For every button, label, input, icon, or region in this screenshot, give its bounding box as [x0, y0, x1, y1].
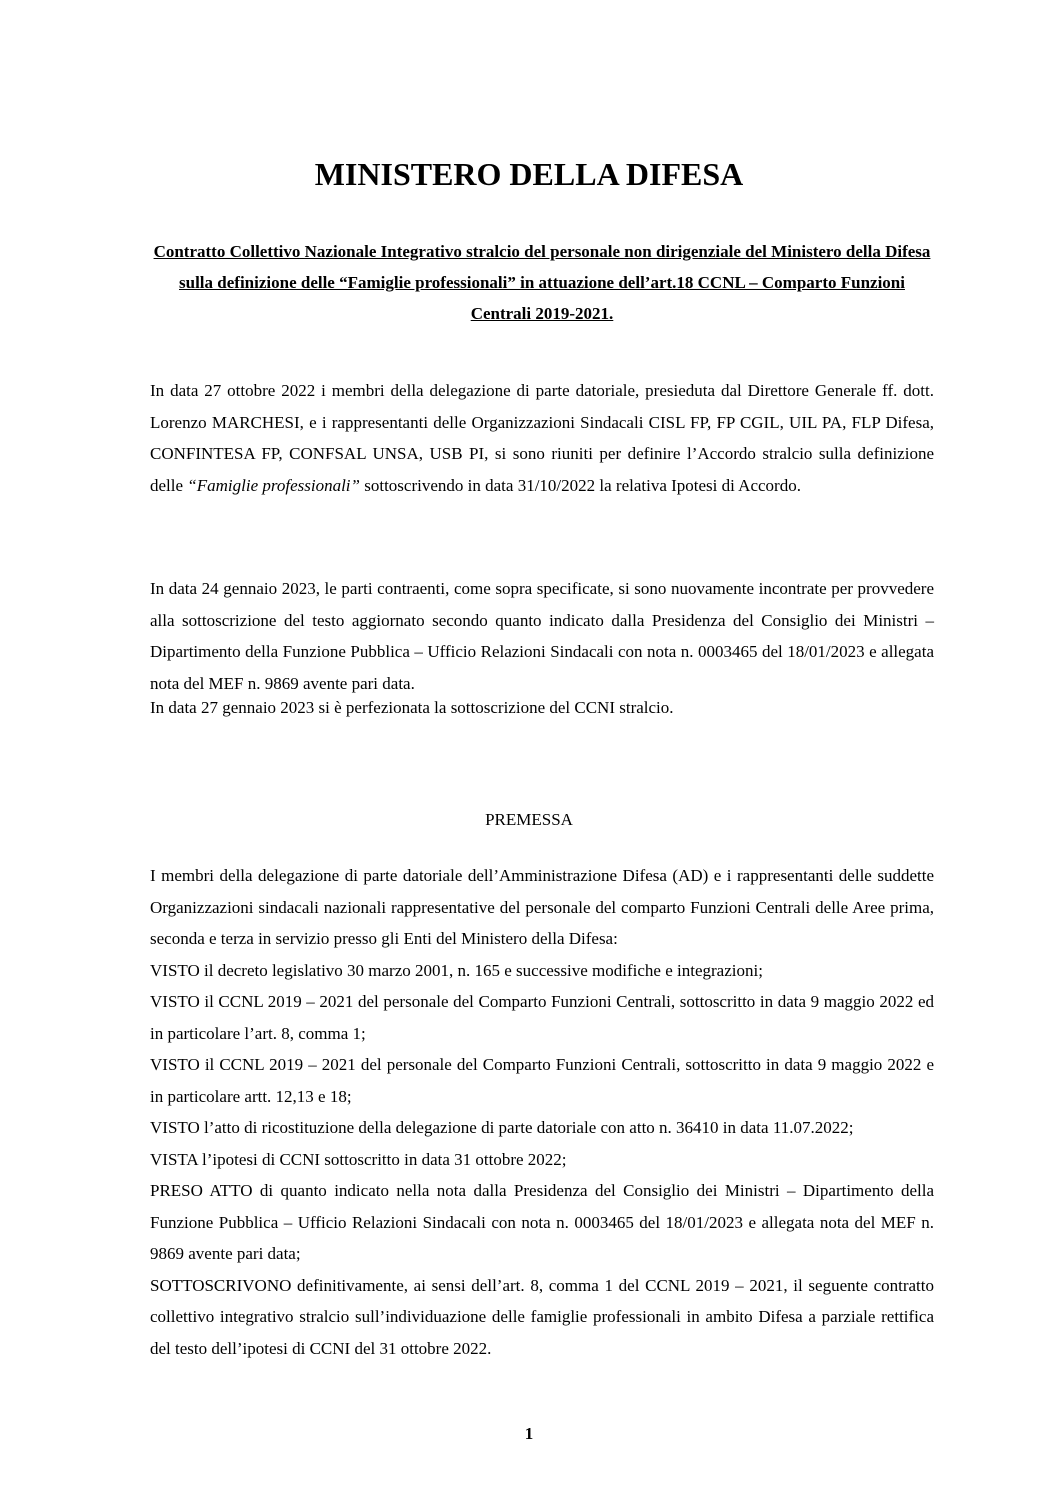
premessa-line: I membri della delegazione di parte datoriale dell’Amministrazione Difesa (AD) e i rappresentanti delle suddette Organizzazioni sindacali nazionali rappresentative del personale del comparto Funzioni Centrali delle Aree prima, seconda e terza in servizio presso gli Enti del Ministero della Difesa: — [150, 866, 934, 948]
intro-paragraph-1-text-a: In data 27 ottobre 2022 i membri della delegazione di parte datoriale, presieduta dal Direttore Generale ff. dott. Lorenzo MARCHESI, e i rappresentanti delle Organizzazioni Sindacali CISL FP, FP CGIL, UIL PA, FLP Difesa, CONFINTESA FP, CONFSAL UNSA, USB PI, si sono riuniti per definire l’Accordo stralcio sulla definizione delle — [150, 381, 934, 495]
page-number: 1 — [524, 1424, 534, 1443]
intro-paragraph-1 — [150, 375, 934, 501]
premessa-body — [150, 860, 934, 1364]
premessa-line: VISTO il decreto legislativo 30 marzo 2001, n. 165 e successive modifiche e integrazioni; — [150, 960, 763, 980]
premessa-line: VISTO il CCNL 2019 – 2021 del personale del Comparto Funzioni Centrali, sottoscritto in data 9 maggio 2022 ed in particolare l’art. 8, comma 1; — [150, 992, 934, 1043]
premessa-line: VISTO l’atto di ricostituzione della delegazione di parte datoriale con atto n. 36410 in data 11.07.2022; — [150, 1118, 854, 1137]
premessa-line: PRESO ATTO di quanto indicato nella nota dalla Presidenza del Consiglio dei Ministri – Dipartimento della Funzione Pubblica – Ufficio Relazioni Sindacali con nota n. 0003465 del 18/01/2023 e allegata nota del MEF n. 9869 avente pari data; — [150, 1181, 934, 1263]
intro-paragraph-3: In data 27 gennaio 2023 si è perfezionata la sottoscrizione del CCNI stralcio. — [150, 698, 674, 717]
intro-paragraph-1-italic: “Famiglie professionali” — [187, 475, 360, 495]
document-subtitle: Contratto Collettivo Nazionale Integrativo stralcio del personale non dirigenziale del Ministero della Difesa sulla definizione delle “Famiglie professionali” in attuazione dell’art.18 CCNL – Comparto Funzioni Centrali 2019-2021. — [153, 242, 931, 323]
premessa-heading: PREMESSA — [485, 810, 573, 829]
premessa-line: VISTA l’ipotesi di CCNI sottoscritto in data 31 ottobre 2022; — [150, 1149, 567, 1169]
document-title: MINISTERO DELLA DIFESA — [314, 156, 744, 192]
premessa-line: SOTTOSCRIVONO definitivamente, ai sensi dell’art. 8, comma 1 del CCNL 2019 – 2021, il seguente contratto collettivo integrativo stralcio sull’individuazione delle famiglie professionali in ambito Difesa a parziale rettifica del testo dell’ipotesi di CCNI del 31 ottobre 2022. — [150, 1275, 934, 1358]
intro-paragraph-1-text-b: sottoscrivendo in data 31/10/2022 la relativa Ipotesi di Accordo. — [360, 475, 801, 495]
intro-paragraph-2: In data 24 gennaio 2023, le parti contraenti, come sopra specificate, si sono nuovamente incontrate per provvedere alla sottoscrizione del testo aggiornato secondo quanto indicato dalla Presidenza del Consiglio dei Ministri – Dipartimento della Funzione Pubblica – Ufficio Relazioni Sindacali con nota n. 0003465 del 18/01/2023 e allegata nota del MEF n. 9869 avente pari data. — [150, 579, 934, 693]
premessa-line: VISTO il CCNL 2019 – 2021 del personale del Comparto Funzioni Centrali, sottoscritto in data 9 maggio 2022 e in particolare artt. 12,13 e 18; — [150, 1055, 934, 1106]
